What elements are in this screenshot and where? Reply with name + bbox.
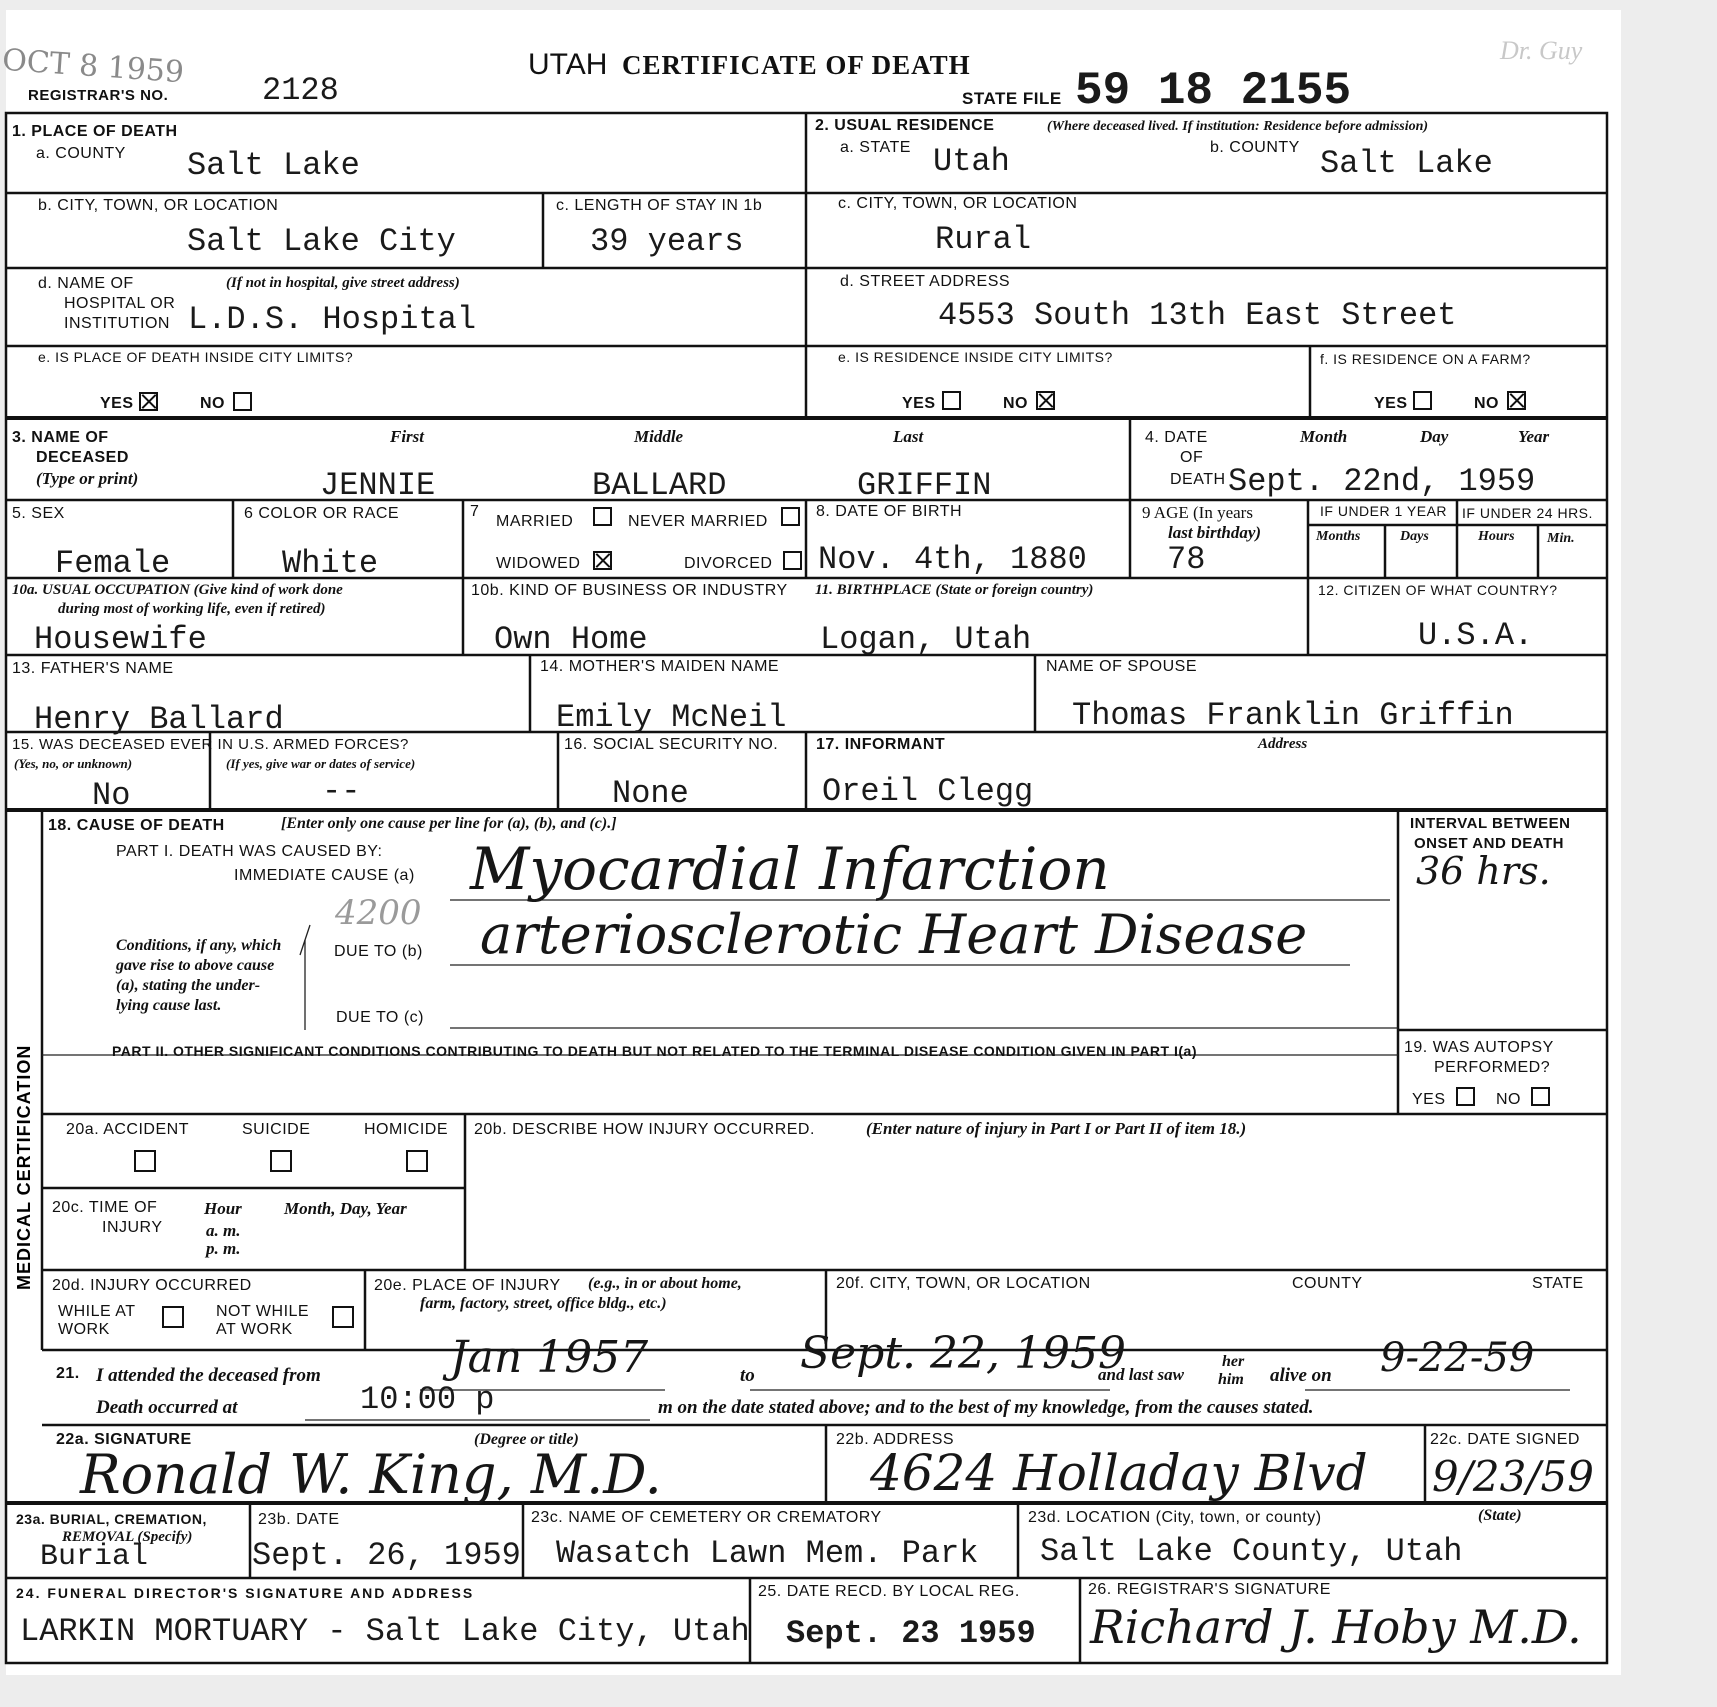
birthplace-label: 11. BIRTHPLACE (State or foreign country) [815, 582, 1094, 598]
stay-label: c. LENGTH OF STAY IN 1b [556, 197, 763, 214]
homicide-label: HOMICIDE [364, 1121, 448, 1138]
father-label: 13. FATHER'S NAME [12, 660, 174, 677]
autopsy-label-1: 19. WAS AUTOPSY [1404, 1039, 1554, 1056]
death-inside-label: e. IS PLACE OF DEATH INSIDE CITY LIMITS? [38, 349, 354, 365]
citizen-label: 12. CITIZEN OF WHAT COUNTRY? [1318, 582, 1558, 598]
married-checkbox[interactable] [593, 507, 612, 526]
corner-note: Dr. Guy [1500, 36, 1583, 65]
homicide-checkbox[interactable] [406, 1150, 428, 1172]
due-to-b-label: DUE TO (b) [334, 943, 423, 960]
city-label: b. CITY, TOWN, OR LOCATION [38, 197, 279, 214]
while-at-work-checkbox[interactable] [162, 1306, 184, 1328]
business-label: 10b. KIND OF BUSINESS OR INDUSTRY [471, 582, 788, 599]
widowed-checkbox[interactable] [593, 551, 612, 570]
registrar-signature-label: 26. REGISTRAR'S SIGNATURE [1088, 1581, 1331, 1598]
sex: Female [55, 545, 171, 582]
res-inside-no-label: NO [1003, 395, 1028, 412]
month-label: Month [1300, 427, 1348, 446]
res-inside-yes-label: YES [902, 395, 936, 412]
funeral-director: LARKIN MORTUARY - Salt Lake City, Utah [20, 1613, 750, 1650]
title-state: UTAH [528, 48, 608, 81]
sex-label: 5. SEX [12, 505, 65, 522]
time-of-injury-label-1: 20c. TIME OF [52, 1199, 158, 1216]
dod-label-1: 4. DATE [1145, 429, 1208, 446]
while-at-work-label-2: WORK [58, 1321, 110, 1338]
due-to-b: arteriosclerotic Heart Disease [480, 903, 1308, 966]
cemetery-label: 23c. NAME OF CEMETERY OR CREMATORY [531, 1509, 882, 1526]
burial-location-label: 23d. LOCATION (City, town, or county) [1028, 1509, 1322, 1526]
autopsy-no-label: NO [1496, 1091, 1521, 1108]
death-inside-yes-checkbox[interactable] [139, 392, 158, 411]
part-1-label: PART I. DEATH WAS CAUSED BY: [116, 843, 383, 860]
hours-label: Hours [1478, 529, 1515, 544]
age: 78 [1167, 541, 1206, 578]
registrar-signature: Richard J. Hoby M.D. [1090, 1600, 1582, 1654]
hospital-label-3: INSTITUTION [64, 315, 170, 332]
last-label: Last [893, 427, 924, 446]
name-label-1: 3. NAME OF [12, 429, 109, 446]
hospital-name: L.D.S. Hospital [188, 301, 477, 338]
res-county: Salt Lake [1320, 145, 1493, 182]
occupation-label-1: 10a. USUAL OCCUPATION (Give kind of work done [12, 582, 343, 598]
burial-label-1: 23a. BURIAL, CREMATION, [16, 1511, 207, 1527]
res-inside-no-checkbox[interactable] [1036, 391, 1055, 410]
age-label-1: 9 AGE (In years [1142, 503, 1253, 522]
hospital-note: (If not in hospital, give street address) [226, 275, 460, 291]
disposition: Burial [40, 1540, 149, 1574]
alive-on-label: alive on [1270, 1365, 1332, 1386]
dob-label: 8. DATE OF BIRTH [816, 503, 963, 520]
describe-injury-label: 20b. DESCRIBE HOW INJURY OCCURRED. [474, 1121, 815, 1138]
state-file-no: 59 18 2155 [1075, 65, 1352, 117]
injury-city-label: 20f. CITY, TOWN, OR LOCATION [836, 1275, 1091, 1292]
length-of-stay: 39 years [590, 223, 744, 260]
death-county: Salt Lake [187, 147, 360, 184]
county-label: a. COUNTY [36, 145, 126, 162]
ssn: None [612, 775, 689, 812]
middle-label: Middle [634, 427, 684, 446]
never-married-checkbox[interactable] [781, 507, 800, 526]
date-received: Sept. 23 1959 [786, 1615, 1036, 1652]
death-occurred-label: Death occurred at [96, 1397, 238, 1418]
autopsy-label-2: PERFORMED? [1434, 1059, 1551, 1076]
signature-label: 22a. SIGNATURE [56, 1431, 192, 1448]
cause-label: 18. CAUSE OF DEATH [48, 817, 225, 834]
interval-label-1: INTERVAL BETWEEN [1410, 815, 1571, 832]
place-of-death-label: 1. PLACE OF DEATH [12, 123, 178, 140]
first-label: First [390, 427, 425, 446]
death-city: Salt Lake City [187, 223, 456, 260]
res-city-label: c. CITY, TOWN, OR LOCATION [838, 195, 1078, 212]
funeral-director-label: 24. FUNERAL DIRECTOR'S SIGNATURE AND ADDRESS [16, 1585, 475, 1601]
immediate-cause-label: IMMEDIATE CAUSE (a) [234, 867, 415, 884]
due-to-c-label: DUE TO (c) [336, 1009, 424, 1026]
res-city: Rural [935, 221, 1032, 258]
autopsy-no-checkbox[interactable] [1531, 1087, 1550, 1106]
father-name: Henry Ballard [34, 701, 284, 738]
immediate-cause: Myocardial Infarction [470, 835, 1110, 903]
mother-name: Emily McNeil [556, 699, 787, 736]
date-of-birth: Nov. 4th, 1880 [818, 541, 1087, 578]
attend-to-label: to [740, 1365, 755, 1386]
conditions-note: Conditions, if any, which gave rise to above cause (a), stating the under-lying cause last. [116, 937, 282, 1014]
res-inside-yes-checkbox[interactable] [942, 391, 961, 410]
informant-label: 17. INFORMANT [816, 736, 946, 753]
accident-checkbox[interactable] [134, 1150, 156, 1172]
injury-county-label: COUNTY [1292, 1275, 1363, 1292]
year-label: Year [1518, 427, 1550, 446]
name-label-3: (Type or print) [36, 469, 139, 488]
street-label: d. STREET ADDRESS [840, 273, 1011, 290]
hospital-label-1: d. NAME OF [38, 275, 134, 292]
ssn-label: 16. SOCIAL SECURITY NO. [564, 736, 779, 753]
injury-state-label: STATE [1532, 1275, 1584, 1292]
registrar-no-label: REGISTRAR'S NO. [28, 87, 169, 104]
death-inside-no-label: NO [200, 395, 225, 412]
mother-label: 14. MOTHER'S MAIDEN NAME [540, 658, 780, 675]
married-label: MARRIED [496, 513, 574, 530]
residence-label: 2. USUAL RESIDENCE [815, 117, 995, 134]
last-name: GRIFFIN [857, 467, 992, 504]
marital-num: 7 [470, 503, 480, 520]
physician-signature: Ronald W. King, M.D. [80, 1443, 662, 1506]
res-street: 4553 South 13th East Street [938, 297, 1457, 334]
business: Own Home [494, 621, 648, 658]
race-label: 6 COLOR OR RACE [244, 505, 400, 522]
date-signed: 9/23/59 [1432, 1452, 1594, 1501]
not-at-work-checkbox[interactable] [332, 1306, 354, 1328]
injury-occurred-label: 20d. INJURY OCCURRED [52, 1277, 252, 1294]
cause-instructions: [Enter only one cause per line for (a), (b), and (c).] [281, 815, 617, 832]
under-24-hrs-label: IF UNDER 24 HRS. [1462, 505, 1593, 521]
medical-certification-label: MEDICAL CERTIFICATION [14, 1044, 34, 1290]
farm-yes-label: YES [1374, 395, 1408, 412]
describe-injury-note: (Enter nature of injury in Part I or Part II of item 18.) [866, 1119, 1247, 1138]
am-label: a. m. [206, 1221, 241, 1240]
dod-label-2: OF [1180, 449, 1204, 466]
spouse-name: Thomas Franklin Griffin [1072, 697, 1514, 734]
place-of-injury-note-1: (e.g., in or about home, [588, 1275, 742, 1292]
farm-yes-checkbox[interactable] [1413, 391, 1432, 410]
first-name: JENNIE [320, 467, 436, 504]
armed-forces: No [92, 777, 131, 814]
suicide-label: SUICIDE [242, 1121, 311, 1138]
armed-label: 15. WAS DECEASED EVER IN U.S. ARMED FORCES? [12, 736, 409, 753]
her-label: her [1222, 1353, 1245, 1370]
birthplace: Logan, Utah [820, 621, 1032, 658]
attend-from: Jan 1957 [450, 1332, 649, 1383]
part-2-label: PART II. OTHER SIGNIFICANT CONDITIONS CONTRIBUTING TO DEATH BUT NOT RELATED TO THE TERMINAL DISEASE CONDITION GIVEN IN PART I(a) [112, 1043, 1197, 1059]
interval-label-2: ONSET AND DEATH [1414, 835, 1564, 852]
time-of-injury-label-2: INJURY [102, 1219, 163, 1236]
dod-label-3: DEATH [1170, 471, 1226, 488]
res-state: Utah [933, 143, 1010, 180]
residence-note: (Where deceased lived. If institution: Residence before admission) [1047, 119, 1429, 134]
place-of-injury-note-2: farm, factory, street, office bldg., etc.) [420, 1295, 667, 1312]
occupation: Housewife [34, 621, 207, 658]
divorced-checkbox[interactable] [783, 551, 802, 570]
attend-num: 21. [56, 1365, 80, 1382]
res-inside-label: e. IS RESIDENCE INSIDE CITY LIMITS? [838, 349, 1113, 365]
pm-label: p. m. [206, 1239, 241, 1258]
burial-date-label: 23b. DATE [258, 1511, 340, 1528]
middle-name: BALLARD [592, 467, 727, 504]
armed-dates: -- [322, 773, 361, 810]
autopsy-yes-label: YES [1412, 1091, 1446, 1108]
race: White [282, 545, 379, 582]
not-at-work-label-1: NOT WHILE [216, 1303, 310, 1320]
farm-label: f. IS RESIDENCE ON A FARM? [1320, 351, 1531, 367]
hospital-label-2: HOSPITAL OR [64, 295, 176, 312]
armed-note-2: (If yes, give war or dates of service) [226, 756, 416, 771]
death-time: 10:00 p [360, 1381, 495, 1418]
alive-date: 9-22-59 [1380, 1335, 1535, 1381]
autopsy-yes-checkbox[interactable] [1456, 1087, 1475, 1106]
suicide-checkbox[interactable] [270, 1150, 292, 1172]
min-label: Min. [1547, 531, 1575, 546]
received-stamp: OCT 8 1959 [1, 42, 186, 91]
death-inside-no-checkbox[interactable] [233, 392, 252, 411]
date-received-label: 25. DATE RECD. BY LOCAL REG. [758, 1583, 1020, 1600]
burial-date: Sept. 26, 1959 [252, 1537, 521, 1574]
cemetery: Wasatch Lawn Mem. Park [556, 1535, 979, 1572]
burial-state-label: (State) [1478, 1507, 1522, 1524]
armed-note-1: (Yes, no, or unknown) [14, 756, 133, 771]
death-inside-yes-label: YES [100, 395, 134, 412]
age-label-2: last birthday) [1168, 523, 1262, 542]
informant: Oreil Clegg [822, 773, 1034, 810]
degree-label: (Degree or title) [474, 1431, 579, 1448]
widowed-label: WIDOWED [496, 555, 581, 572]
last-saw-label: and last saw [1098, 1365, 1184, 1384]
under-1-year-label: IF UNDER 1 YEAR [1320, 503, 1448, 519]
citizen: U.S.A. [1418, 617, 1534, 654]
never-married-label: NEVER MARRIED [628, 513, 768, 530]
page-title: CERTIFICATE OF DEATH [622, 50, 971, 80]
burial-label-2: REMOVAL (Specify) [62, 1529, 193, 1545]
name-label-2: DECEASED [36, 449, 129, 466]
not-at-work-label-2: AT WORK [216, 1321, 293, 1338]
burial-location: Salt Lake County, Utah [1040, 1533, 1463, 1570]
attend-to: Sept. 22, 1959 [800, 1328, 1126, 1379]
physician-address-label: 22b. ADDRESS [836, 1431, 955, 1448]
spouse-label: NAME OF SPOUSE [1046, 658, 1198, 675]
accident-label: 20a. ACCIDENT [66, 1121, 189, 1138]
day-label: Day [1420, 427, 1449, 446]
res-county-label: b. COUNTY [1210, 139, 1300, 156]
state-file-label: STATE FILE [962, 89, 1062, 108]
him-label: him [1218, 1371, 1244, 1388]
months-label: Months [1316, 529, 1361, 544]
days-label: Days [1400, 529, 1429, 544]
place-of-injury-label: 20e. PLACE OF INJURY [374, 1277, 561, 1294]
death-occurred-rest: m on the date stated above; and to the best of my knowledge, from the causes stated. [658, 1397, 1314, 1418]
hour-label: Hour [204, 1199, 242, 1218]
occupation-label-2: during most of working life, even if retired) [58, 601, 326, 617]
farm-no-label: NO [1474, 395, 1499, 412]
while-at-work-label-1: WHILE AT [58, 1303, 136, 1320]
registrar-no: 2128 [262, 72, 339, 109]
mdy-label: Month, Day, Year [284, 1199, 407, 1218]
res-state-label: a. STATE [840, 139, 911, 156]
cause-code: 4200 [335, 893, 422, 933]
interval: 36 hrs. [1416, 849, 1551, 893]
divorced-label: DIVORCED [684, 555, 773, 572]
physician-address: 4624 Holladay Blvd [870, 1444, 1368, 1502]
date-of-death: Sept. 22nd, 1959 [1228, 463, 1536, 500]
date-signed-label: 22c. DATE SIGNED [1430, 1431, 1580, 1448]
attend-text: I attended the deceased from [96, 1365, 321, 1386]
farm-no-checkbox[interactable] [1507, 391, 1526, 410]
informant-address-label: Address [1258, 736, 1308, 752]
